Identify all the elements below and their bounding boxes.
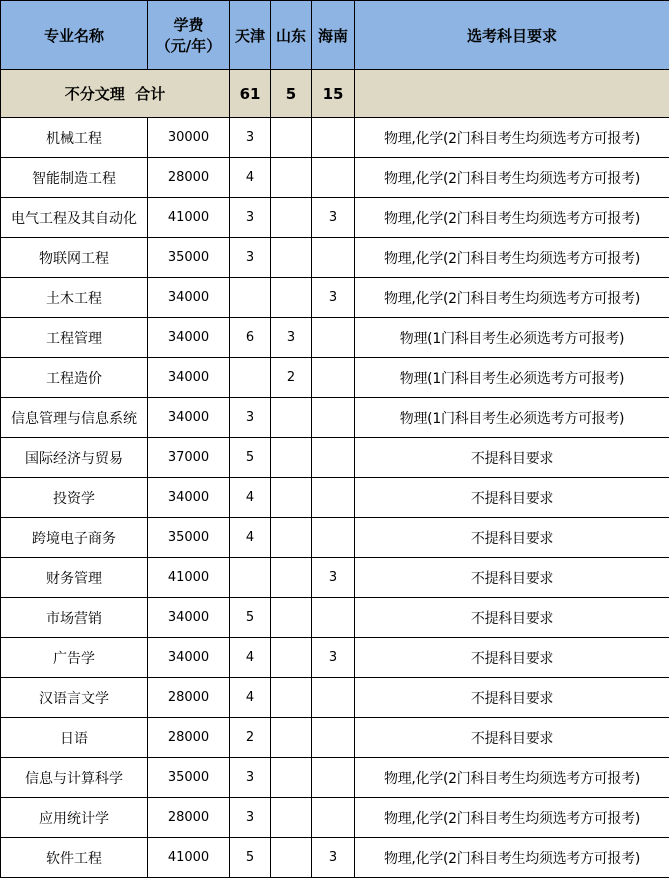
subject-requirement: 物理(1门科目考生必须选考方可报考) [355,398,669,438]
subject-requirement: 不提科目要求 [355,438,669,478]
tuition-fee: 34000 [148,278,230,318]
subject-requirement: 不提科目要求 [355,638,669,678]
tuition-fee: 41000 [148,198,230,238]
header-shandong: 山东 [271,1,312,70]
tianjin-quota: 4 [230,158,271,198]
summary-requirement [355,70,669,118]
tuition-fee: 34000 [148,318,230,358]
hainan-quota [312,438,355,478]
tianjin-quota: 3 [230,238,271,278]
subject-requirement: 物理,化学(2门科目考生均须选考方可报考) [355,158,669,198]
hainan-quota [312,238,355,278]
header-hainan: 海南 [312,1,355,70]
tianjin-quota: 3 [230,798,271,838]
table-row [1,598,669,638]
tuition-fee: 34000 [148,478,230,518]
tianjin-quota: 3 [230,758,271,798]
major-name: 投资学 [1,478,148,518]
tianjin-quota: 5 [230,838,271,878]
tianjin-quota: 3 [230,398,271,438]
table-row [1,238,669,278]
table-row [1,718,669,758]
shandong-quota: 2 [271,358,312,398]
shandong-quota [271,798,312,838]
tuition-fee: 41000 [148,838,230,878]
tianjin-quota: 3 [230,118,271,158]
summary-row [1,70,669,118]
subject-requirement: 物理,化学(2门科目考生均须选考方可报考) [355,838,669,878]
table-row [1,118,669,158]
subject-requirement: 不提科目要求 [355,558,669,598]
hainan-quota [312,118,355,158]
subject-requirement: 物理,化学(2门科目考生均须选考方可报考) [355,758,669,798]
tianjin-quota: 4 [230,478,271,518]
summary-label: 不分文理 合计 [1,70,230,118]
shandong-quota [271,518,312,558]
tianjin-quota [230,278,271,318]
major-name: 市场营销 [1,598,148,638]
tuition-fee: 28000 [148,678,230,718]
major-name: 电气工程及其自动化 [1,198,148,238]
table-row [1,438,669,478]
tuition-fee: 35000 [148,518,230,558]
hainan-quota [312,798,355,838]
major-name: 机械工程 [1,118,148,158]
tuition-fee: 37000 [148,438,230,478]
subject-requirement: 不提科目要求 [355,678,669,718]
header-requirement: 选考科目要求 [355,1,669,70]
hainan-quota [312,318,355,358]
hainan-quota: 3 [312,838,355,878]
hainan-quota [312,158,355,198]
table-row [1,318,669,358]
table-row [1,838,669,878]
header-row [1,1,669,70]
tianjin-quota: 4 [230,638,271,678]
subject-requirement: 物理,化学(2门科目考生均须选考方可报考) [355,198,669,238]
table-row [1,158,669,198]
shandong-quota [271,118,312,158]
shandong-quota [271,198,312,238]
subject-requirement: 物理(1门科目考生必须选考方可报考) [355,318,669,358]
major-name: 智能制造工程 [1,158,148,198]
tianjin-quota: 2 [230,718,271,758]
subject-requirement: 物理,化学(2门科目考生均须选考方可报考) [355,238,669,278]
table-row [1,198,669,238]
hainan-quota [312,598,355,638]
table-row [1,398,669,438]
tuition-fee: 28000 [148,158,230,198]
tianjin-quota [230,558,271,598]
table-row [1,678,669,718]
hainan-quota [312,758,355,798]
tianjin-quota: 5 [230,598,271,638]
table-row [1,798,669,838]
subject-requirement: 不提科目要求 [355,518,669,558]
tuition-fee: 35000 [148,758,230,798]
major-name: 信息管理与信息系统 [1,398,148,438]
hainan-quota [312,518,355,558]
tuition-fee: 30000 [148,118,230,158]
major-name: 财务管理 [1,558,148,598]
tuition-fee: 34000 [148,398,230,438]
subject-requirement: 物理,化学(2门科目考生均须选考方可报考) [355,278,669,318]
shandong-quota [271,278,312,318]
hainan-quota [312,718,355,758]
summary-tianjin: 61 [230,70,271,118]
table-row [1,758,669,798]
major-name: 应用统计学 [1,798,148,838]
tuition-fee: 41000 [148,558,230,598]
hainan-quota [312,398,355,438]
hainan-quota: 3 [312,638,355,678]
shandong-quota [271,678,312,718]
shandong-quota [271,638,312,678]
tianjin-quota: 3 [230,198,271,238]
major-name: 跨境电子商务 [1,518,148,558]
major-name: 工程造价 [1,358,148,398]
major-name: 信息与计算科学 [1,758,148,798]
summary-shandong: 5 [271,70,312,118]
shandong-quota [271,398,312,438]
hainan-quota [312,678,355,718]
header-fee-line2: （元/年） [155,37,222,55]
tianjin-quota: 5 [230,438,271,478]
tuition-fee: 34000 [148,598,230,638]
hainan-quota: 3 [312,198,355,238]
hainan-quota: 3 [312,558,355,598]
subject-requirement: 物理,化学(2门科目考生均须选考方可报考) [355,798,669,838]
shandong-quota [271,838,312,878]
tuition-fee: 28000 [148,798,230,838]
tuition-fee: 34000 [148,638,230,678]
subject-requirement: 不提科目要求 [355,598,669,638]
subject-requirement: 物理,化学(2门科目考生均须选考方可报考) [355,118,669,158]
table-row [1,558,669,598]
major-name: 广告学 [1,638,148,678]
header-fee-line1: 学费 [173,16,204,34]
header-fee [148,1,230,70]
shandong-quota [271,478,312,518]
shandong-quota: 3 [271,318,312,358]
tuition-fee: 28000 [148,718,230,758]
major-name: 物联网工程 [1,238,148,278]
major-name: 工程管理 [1,318,148,358]
shandong-quota [271,758,312,798]
major-name: 汉语言文学 [1,678,148,718]
major-name: 日语 [1,718,148,758]
shandong-quota [271,558,312,598]
major-name: 国际经济与贸易 [1,438,148,478]
header-tianjin: 天津 [230,1,271,70]
hainan-quota: 3 [312,278,355,318]
tianjin-quota: 4 [230,678,271,718]
subject-requirement: 物理(1门科目考生必须选考方可报考) [355,358,669,398]
shandong-quota [271,158,312,198]
hainan-quota [312,358,355,398]
subject-requirement: 不提科目要求 [355,478,669,518]
tuition-fee: 34000 [148,358,230,398]
shandong-quota [271,718,312,758]
tuition-fee: 35000 [148,238,230,278]
tianjin-quota: 4 [230,518,271,558]
summary-hainan: 15 [312,70,355,118]
table-row [1,638,669,678]
shandong-quota [271,598,312,638]
table-row [1,358,669,398]
major-name: 土木工程 [1,278,148,318]
hainan-quota [312,478,355,518]
major-name: 软件工程 [1,838,148,878]
shandong-quota [271,238,312,278]
tianjin-quota [230,358,271,398]
tianjin-quota: 6 [230,318,271,358]
header-major: 专业名称 [1,1,148,70]
table-row [1,478,669,518]
subject-requirement: 不提科目要求 [355,718,669,758]
table-row [1,278,669,318]
shandong-quota [271,438,312,478]
table-row [1,518,669,558]
